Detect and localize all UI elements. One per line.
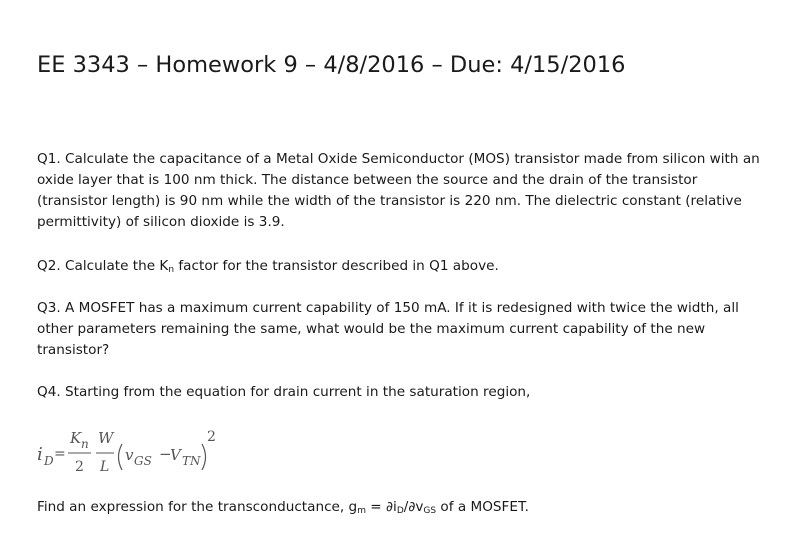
q5-text-3: /∂v bbox=[403, 499, 424, 515]
eq-i: i bbox=[37, 444, 43, 465]
gm-subscript: m bbox=[357, 506, 366, 516]
drain-current-equation bbox=[35, 420, 255, 480]
question-4: Q4. Starting from the equation for drain current in the saturation region, bbox=[37, 384, 531, 400]
eq-right-paren bbox=[202, 444, 206, 470]
question-transconductance bbox=[37, 497, 763, 518]
eq-equals: = bbox=[54, 446, 66, 462]
q5-text: Find an expression for the transconductance, g bbox=[37, 499, 358, 515]
eq-tn: TN bbox=[182, 454, 201, 468]
question-1: Q1. Calculate the capacitance of a Metal Oxide Semiconductor (MOS) transistor made from silicon with an oxide layer that is 100 nm thick. The distance between the source and the drain of the transistor (transistor length) is 90 nm while the width of the transistor is 220 nm. The dielectric constant (relative permittivity) of silicon dioxide is 3.9. bbox=[37, 151, 760, 230]
question-3: Q3. A MOSFET has a maximum current capability of 150 mA. If it is redesigned with twice the width, all other parameters remaining the same, what would be the maximum current capability of the new transistor? bbox=[37, 300, 739, 358]
q5-text-2: = ∂i bbox=[365, 499, 397, 515]
eq-minus: − bbox=[159, 445, 172, 463]
eq-v: v bbox=[125, 446, 134, 464]
question-2 bbox=[37, 256, 763, 277]
question-2-text-end: factor for the transistor described in Q1 above. bbox=[174, 258, 499, 274]
vgs-subscript: GS bbox=[423, 506, 437, 516]
eq-i-sub: D bbox=[44, 454, 54, 468]
eq-l: L bbox=[100, 459, 110, 475]
eq-two: 2 bbox=[75, 459, 84, 475]
eq-gs: GS bbox=[134, 454, 152, 468]
id-subscript: D bbox=[396, 506, 404, 516]
homework-title: EE 3343 – Homework 9 – 4/8/2016 – Due: 4/15/2016 bbox=[37, 52, 626, 78]
eq-kn: K bbox=[70, 429, 82, 447]
eq-w: W bbox=[98, 429, 114, 447]
eq-kn-sub: n bbox=[81, 437, 89, 451]
eq-left-paren bbox=[119, 444, 123, 470]
q5-text-4: of a MOSFET. bbox=[436, 499, 529, 515]
eq-exponent: 2 bbox=[207, 429, 216, 445]
question-2-text: Q2. Calculate the K bbox=[37, 258, 169, 274]
eq-v-tn: V bbox=[170, 446, 181, 464]
kn-subscript: n bbox=[168, 265, 175, 275]
